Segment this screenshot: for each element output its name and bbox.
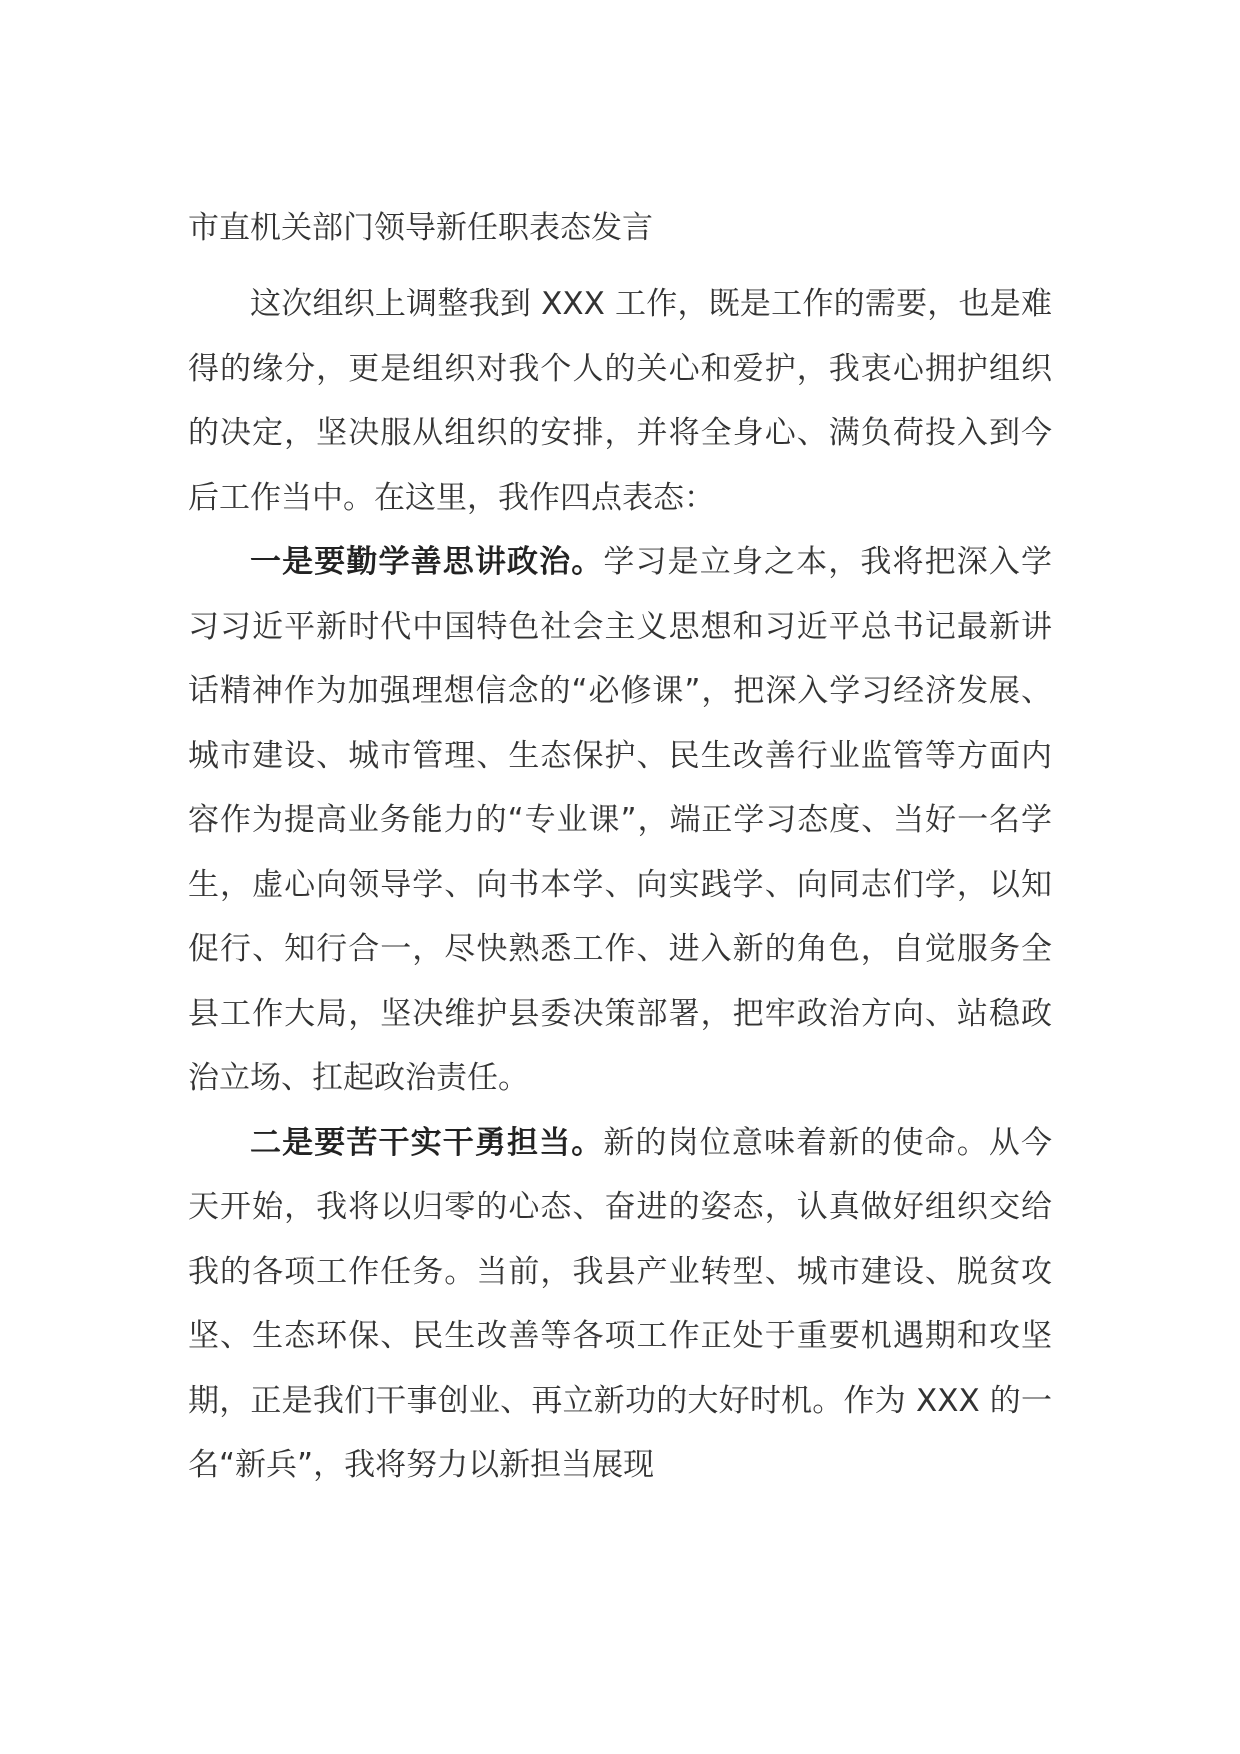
point-1-heading: 一是要勤学善思讲政治。 — [250, 544, 604, 580]
point-2-paragraph — [188, 1111, 1052, 1498]
document-title: 市直机关部门领导新任职表态发言 — [188, 210, 653, 246]
point-2-body: 新的岗位意味着新的使命。从今天开始，我将以归零的心态、奋进的姿态，认真做好组织交给我的各项工作任务。当前，我县产业转型、城市建设、脱贫攻坚、生态环保、民生改善等各项工作正处于重要机遇期和攻坚期，正是我们干事创业、再立新功的大好时机。作为 XXX 的一名“新兵”，我将努力以新担当展现 — [188, 1124, 1052, 1483]
intro-paragraph: 这次组织上调整我到 XXX 工作，既是工作的需要，也是难得的缘分，更是组织对我个人的关心和爱护，我衷心拥护组织的决定，坚决服从组织的安排，并将全身心、满负荷投入到今后工作当中。在这里，我作四点表态： — [188, 286, 1052, 516]
point-2-heading: 二是要苦干实干勇担当。 — [250, 1124, 604, 1161]
point-1-body: 学习是立身之本，我将把深入学习习近平新时代中国特色社会主义思想和习近平总书记最新讲话精神作为加强理想信念的“必修课”，把深入学习经济发展、城市建设、城市管理、生态保护、民生改善行业监管等方面内容作为提高业务能力的“专业课”，端正学习态度、当好一名学生，虚心向领导学、向书本学、向实践学、向同志们学，以知促行、知行合一，尽快熟悉工作、进入新的角色，自觉服务全县工作大局，坚决维护县委决策部署，把牢政治方向、站稳政治立场、扛起政治责任。 — [188, 544, 1052, 1096]
document-body — [188, 196, 1052, 1498]
point-1-paragraph — [188, 530, 1052, 1111]
